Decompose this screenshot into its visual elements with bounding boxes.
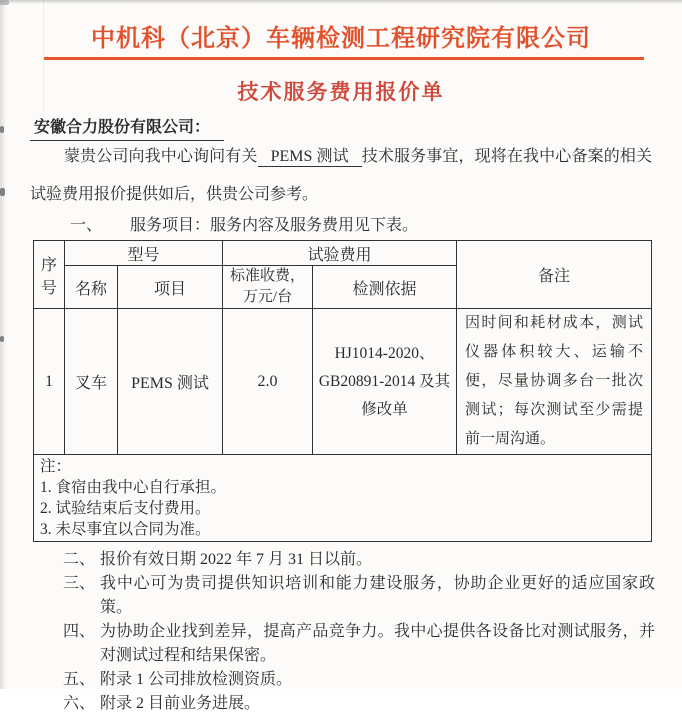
cell-seq: 1 — [34, 309, 65, 455]
document-title: 技术服务费用报价单 — [237, 81, 445, 104]
notes-cell — [34, 455, 652, 542]
col-header-project: 项目 — [118, 266, 223, 309]
list-item — [63, 668, 655, 692]
scan-speck-artifact — [0, 188, 5, 196]
section-item-1-text: 服务项目：服务内容及服务费用见下表。 — [130, 217, 419, 234]
cell-project: PEMS 测试 — [118, 309, 223, 455]
table-notes-row — [34, 455, 652, 542]
letterhead-divider — [44, 57, 644, 60]
list-item-text: 我中心可为贵司提供知识培训和能力建设服务，协助企业更好的适应国家政策。 — [100, 575, 655, 616]
list-item-number: 二、 — [63, 551, 96, 568]
col-header-remark: 备注 — [457, 241, 652, 309]
service-fee-table — [33, 240, 652, 542]
list-item-text: 报价有效日期 2022 年 7 月 31 日以前。 — [100, 551, 373, 568]
cell-std-fee: 2.0 — [223, 309, 313, 455]
intro-text-before: 蒙贵公司向我中心询问有关 — [64, 148, 258, 165]
scan-edge-artifact — [0, 0, 682, 4]
section-item-1 — [70, 212, 418, 235]
list-item-text: 附录 1 公司排放检测资质。 — [100, 671, 293, 688]
col-header-basis: 检测依据 — [313, 266, 457, 309]
list-item — [63, 692, 655, 716]
addressee-company: 安徽合力股份有限公司： — [30, 114, 224, 141]
cell-vehicle-name: 叉车 — [65, 309, 118, 455]
list-item-number: 三、 — [63, 575, 96, 592]
list-item-text: 附录 2 目前业务进展。 — [100, 695, 261, 712]
col-header-model-group: 型号 — [65, 241, 223, 266]
intro-blank-value: PEMS 测试 — [258, 148, 362, 167]
list-item-number: 四、 — [63, 623, 96, 640]
scan-speck-artifact — [0, 126, 4, 133]
list-item-number: 六、 — [63, 695, 96, 712]
col-header-std-fee: 标准收费，万元/台 — [223, 266, 313, 309]
list-item-text: 为协助企业找到差异，提高产品竞争力。我中心提供各设备比对测试服务，并对测试过程和结果保密。 — [100, 623, 655, 664]
list-item — [63, 548, 655, 572]
col-header-seq: 序号 — [34, 241, 65, 309]
col-header-name: 名称 — [65, 266, 118, 309]
company-letterhead-title: 中机科（北京）车辆检测工程研究院有限公司 — [91, 26, 591, 52]
intro-paragraph — [30, 138, 652, 214]
list-item — [63, 572, 655, 620]
intro-text-after: 技术服务事宜，现将在我中心备案的相关试验费用报价提供如后，供贵公司参考。 — [30, 148, 652, 203]
section-item-1-number: 一、 — [70, 217, 103, 234]
scan-speck-artifact — [0, 0, 9, 5]
note-item: 2. 试验结束后支付费用。 — [40, 500, 211, 517]
cell-test-basis: HJ1014-2020、GB20891-2014 及其修改单 — [313, 309, 457, 455]
cell-remark: 因时间和耗材成本，测试仪器体积较大、运输不便，尽量协调多台一批次测试；每次测试至少需提前一周沟通。 — [457, 309, 652, 455]
list-item — [63, 620, 655, 668]
note-item: 1. 食宿由我中心自行承担。 — [40, 479, 227, 496]
notes-label: 注： — [40, 458, 72, 475]
table-row — [34, 309, 652, 455]
scan-speck-artifact — [0, 336, 4, 342]
col-header-fee-group: 试验费用 — [223, 241, 457, 266]
list-item-number: 五、 — [63, 671, 96, 688]
note-item: 3. 未尽事宜以合同为准。 — [40, 521, 211, 538]
terms-list — [63, 548, 655, 716]
